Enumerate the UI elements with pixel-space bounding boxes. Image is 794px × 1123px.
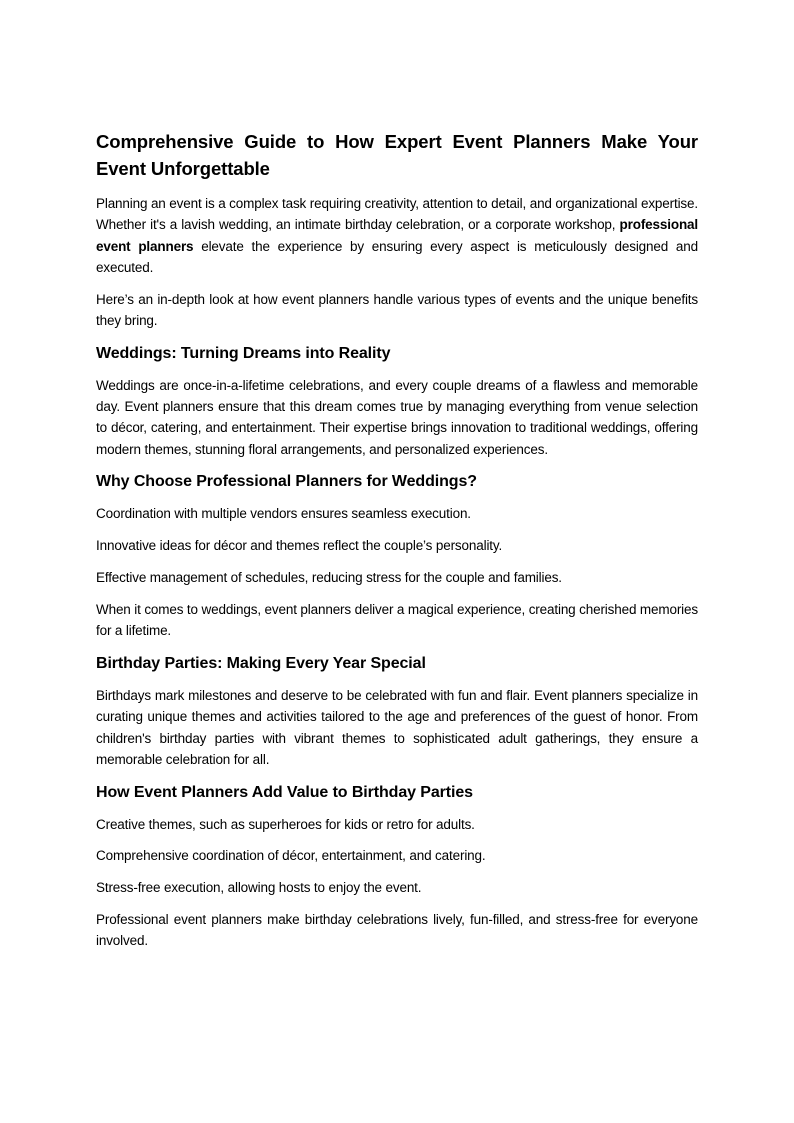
- document-page: [96, 128, 698, 962]
- intro-text-start: Planning an event is a complex task requiring creativity, attention to detail, and organizational expertise. Whether it's a lavish wedding, an intimate birthday celebration, or a corporate workshop,: [96, 196, 698, 233]
- value-birthdays-item: Stress-free execution, allowing hosts to enjoy the event.: [96, 880, 422, 896]
- value-birthdays-item: Comprehensive coordination of décor, entertainment, and catering.: [96, 848, 486, 864]
- value-birthdays-heading: How Event Planners Add Value to Birthday Parties: [96, 783, 473, 801]
- intro-bold-phrase: professional event planners: [96, 217, 698, 254]
- why-weddings-item: Coordination with multiple vendors ensures seamless execution.: [96, 506, 471, 522]
- why-weddings-closing: When it comes to weddings, event planners deliver a magical experience, creating cherished memories for a lifetime.: [96, 601, 698, 639]
- document-title: Comprehensive Guide to How Expert Event Planners Make Your Event Unforgettable: [96, 131, 698, 179]
- value-birthdays-closing: Professional event planners make birthday celebrations lively, fun-filled, and stress-free for everyone involved.: [96, 912, 698, 949]
- value-birthdays-item: Creative themes, such as superheroes for kids or retro for adults.: [96, 816, 475, 832]
- overview-paragraph: Here’s an in-depth look at how event planners handle various types of events and the unique benefits they bring.: [96, 291, 698, 328]
- why-weddings-item: Effective management of schedules, reducing stress for the couple and families.: [96, 570, 562, 586]
- intro-text-end: elevate the experience by ensuring every aspect is meticulously designed and executed.: [96, 238, 698, 275]
- birthdays-heading: Birthday Parties: Making Every Year Special: [96, 654, 426, 672]
- weddings-paragraph: Weddings are once-in-a-lifetime celebrations, and every couple dreams of a flawless and memorable day. Event planners ensure that this dream comes true by managing everything from venue selection to décor, catering, and entertainment. Their expertise brings innovation to traditional weddings, offering modern themes, stunning floral arrangements, and personalized experiences.: [96, 377, 698, 457]
- weddings-heading: Weddings: Turning Dreams into Reality: [96, 344, 391, 362]
- intro-paragraph: [96, 193, 698, 278]
- birthdays-paragraph: Birthdays mark milestones and deserve to be celebrated with fun and flair. Event planners specialize in curating unique themes and activities tailored to the age and preferences of the guest of honor. From children's birthday parties with vibrant themes to sophisticated adult gatherings, they ensure a memorable celebration for all.: [96, 687, 698, 767]
- why-weddings-item: Innovative ideas for décor and themes reflect the couple’s personality.: [96, 538, 503, 554]
- why-weddings-heading: Why Choose Professional Planners for Weddings?: [96, 473, 477, 491]
